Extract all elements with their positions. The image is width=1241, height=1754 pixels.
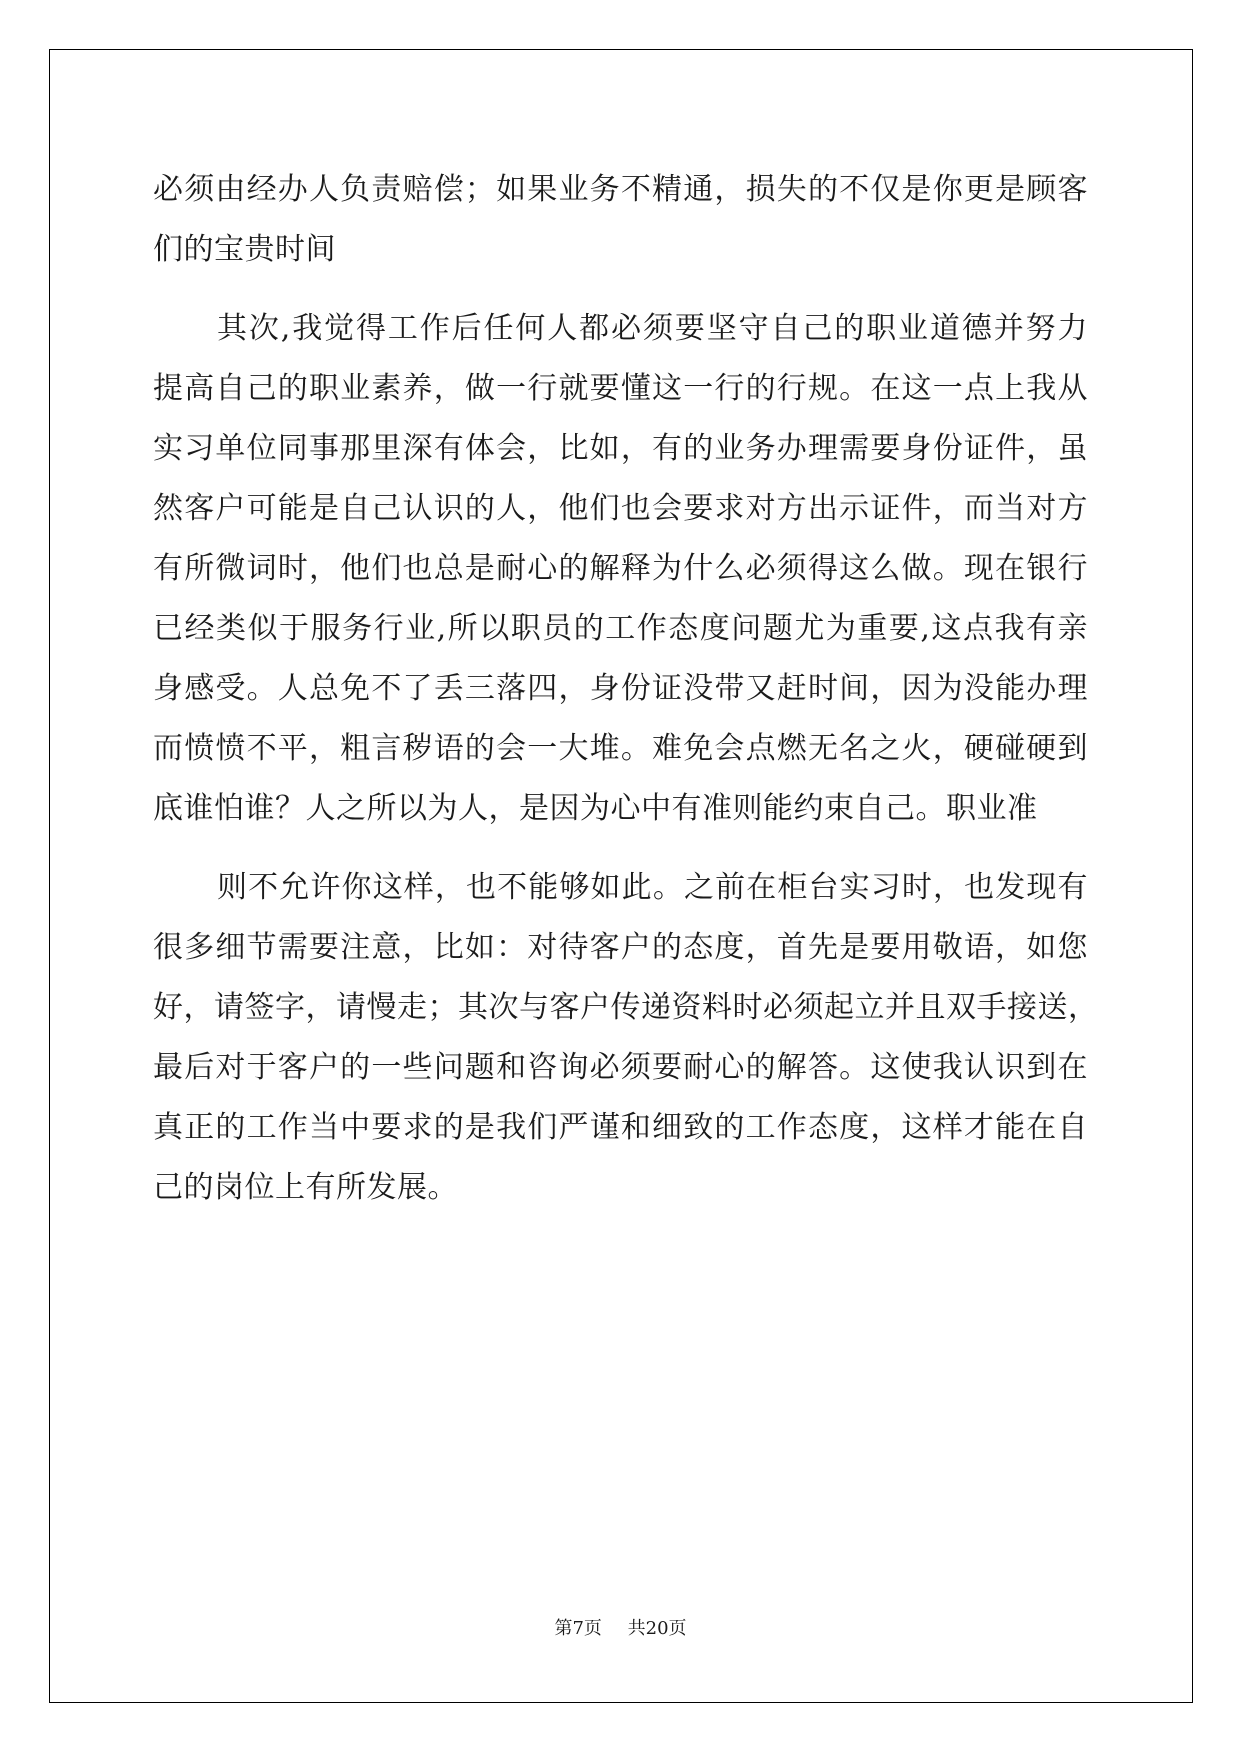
text-line: 提高自己的职业素养，做一行就要懂这一行的行规。在这一点上我从 <box>153 371 1088 406</box>
text-line: 已经类似于服务行业,所以职员的工作态度问题尤为重要,这点我有亲 <box>153 611 1088 646</box>
text-line: 己的岗位上有所发展。 <box>153 1170 458 1205</box>
text-line: 有所微词时，他们也总是耐心的解释为什么必须得这么做。现在银行 <box>153 551 1088 586</box>
paragraph-3 <box>153 858 1099 1218</box>
text-line: 身感受。人总免不了丢三落四，身份证没带又赶时间，因为没能办理 <box>153 671 1088 706</box>
text-line: 底谁怕谁？人之所以为人，是因为心中有准则能约束自己。职业准 <box>153 791 1038 826</box>
current-page-label: 第7页 <box>554 1618 602 1639</box>
text-line: 则不允许你这样，也不能够如此。之前在柜台实习时，也发现有 <box>217 870 1088 905</box>
text-line: 然客户可能是自己认识的人，他们也会要求对方出示证件，而当对方 <box>153 491 1088 526</box>
text-line: 而愤愤不平，粗言秽语的会一大堆。难免会点燃无名之火，硬碰硬到 <box>153 731 1088 766</box>
text-line: 最后对于客户的一些问题和咨询必须要耐心的解答。这使我认识到在 <box>153 1050 1088 1085</box>
text-line: 很多细节需要注意，比如：对待客户的态度，首先是要用敬语，如您 <box>153 930 1088 965</box>
paragraph-1 <box>153 160 1088 280</box>
text-line: 实习单位同事那里深有体会，比如，有的业务办理需要身份证件，虽 <box>153 431 1088 466</box>
text-line: 好，请签字，请慢走；其次与客户传递资料时必须起立并且双手接送， <box>153 990 1099 1025</box>
page-footer <box>0 1614 1241 1640</box>
paragraph-2 <box>153 299 1088 839</box>
text-line: 真正的工作当中要求的是我们严谨和细致的工作态度，这样才能在自 <box>153 1110 1088 1145</box>
text-line: 们的宝贵时间 <box>153 232 336 267</box>
text-line: 其次,我觉得工作后任何人都必须要坚守自己的职业道德并努力 <box>217 311 1088 346</box>
document-body <box>153 160 1099 1218</box>
total-pages-label: 共20页 <box>627 1618 687 1639</box>
text-line: 必须由经办人负责赔偿；如果业务不精通，损失的不仅是你更是顾客 <box>153 172 1088 207</box>
